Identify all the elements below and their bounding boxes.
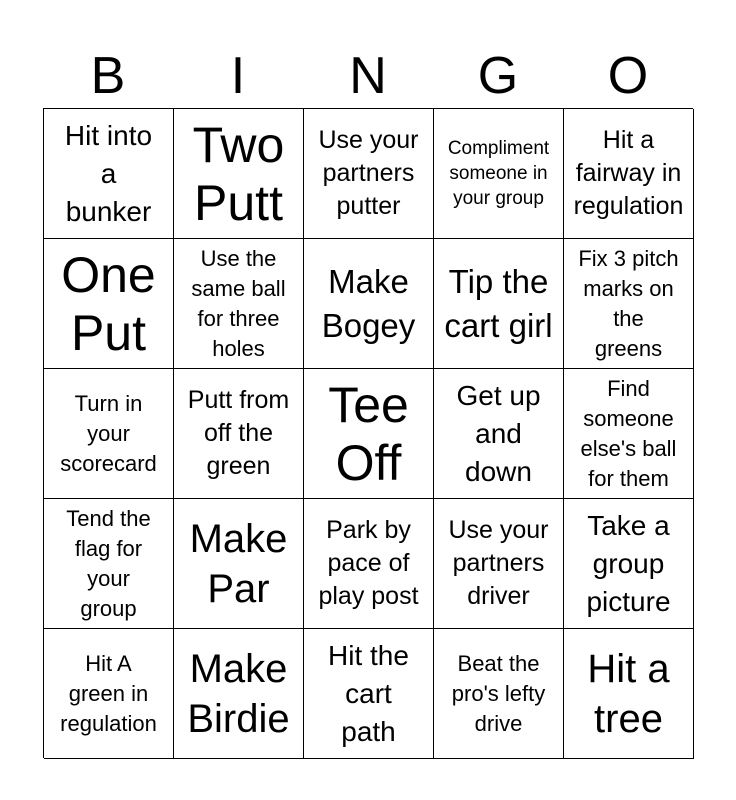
header-letter-i: I [230,47,246,105]
bingo-cell[interactable] [564,239,694,369]
bingo-cell[interactable] [564,109,694,239]
bingo-cell[interactable] [44,109,174,239]
header-letter-o: O [607,47,649,105]
cell-text: Make Bogey [321,262,416,344]
bingo-cell[interactable] [434,499,564,629]
bingo-header [43,44,693,108]
bingo-cell[interactable] [174,629,304,759]
cell-text: Tee Off [328,376,409,491]
bingo-cell[interactable] [564,369,694,499]
cell-text: Hit a tree [587,646,670,741]
cell-text: Compliment someone in your group [447,138,550,209]
header-letter-b: B [90,47,126,105]
cell-text: Fix 3 pitch marks on the greens [578,245,679,361]
bingo-cell[interactable] [174,239,304,369]
cell-text: Get up and down [456,379,541,487]
header-letter-n: N [349,47,387,105]
bingo-cell[interactable] [304,109,434,239]
bingo-cell[interactable] [564,629,694,759]
bingo-cell[interactable] [304,499,434,629]
bingo-cell[interactable] [564,499,694,629]
cell-text: Park by pace of play post [318,516,419,610]
cell-text: Make Birdie [187,646,290,741]
cell-text: Turn in your scorecard [60,390,157,476]
cell-text: Tip the cart girl [444,262,553,344]
bingo-cell[interactable] [44,629,174,759]
bingo-cell[interactable] [174,369,304,499]
bingo-cell[interactable] [44,499,174,629]
cell-text: Beat the pro's lefty drive [451,650,546,736]
bingo-cell[interactable] [44,369,174,499]
bingo-cell[interactable] [174,499,304,629]
bingo-cell[interactable] [434,629,564,759]
bingo-cell[interactable] [304,239,434,369]
bingo-cell[interactable] [304,629,434,759]
cell-text: Tend the flag for your group [66,505,151,621]
bingo-cell[interactable] [434,109,564,239]
cell-text: Use your partners putter [318,126,419,220]
cell-text: Two Putt [192,116,285,231]
header-letter-g: G [477,47,519,105]
bingo-cell[interactable] [174,109,304,239]
cell-text: Hit A green in regulation [60,650,157,736]
cell-text: Use the same ball for three holes [191,245,286,361]
cell-text: Make Par [189,516,288,611]
bingo-cell[interactable] [44,239,174,369]
cell-text: Putt from off the green [187,386,290,480]
cell-text: Hit a fairway in regulation [573,126,684,220]
bingo-board [43,108,693,758]
bingo-cell[interactable] [304,369,434,499]
cell-text: One Put [61,246,156,361]
cell-text: Find someone else's ball for them [580,375,677,491]
cell-text: Hit the cart path [328,639,409,747]
cell-text: Hit into a bunker [64,119,153,227]
cell-text: Take a group picture [586,509,671,617]
bingo-cell[interactable] [434,239,564,369]
cell-text: Use your partners driver [448,516,549,610]
bingo-cell[interactable] [434,369,564,499]
